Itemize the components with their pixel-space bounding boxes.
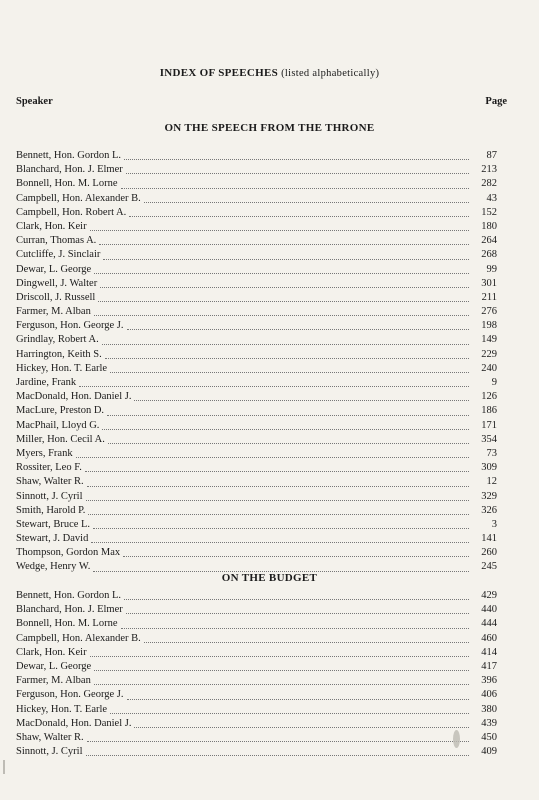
page-number: 180 bbox=[481, 220, 497, 232]
page-number: 417 bbox=[481, 660, 497, 672]
speaker-name: Campbell, Hon. Alexander B. bbox=[16, 632, 141, 644]
page-number: 211 bbox=[481, 291, 497, 303]
page-number: 245 bbox=[481, 561, 497, 573]
page-number: 264 bbox=[481, 235, 497, 247]
dot-leader bbox=[110, 712, 469, 714]
section-heading-throne: ON THE SPEECH FROM THE THRONE bbox=[164, 122, 375, 134]
page-number: 186 bbox=[481, 405, 497, 417]
list-item bbox=[16, 248, 497, 262]
section-heading-budget: ON THE BUDGET bbox=[221, 572, 318, 584]
page-number: 326 bbox=[481, 504, 497, 516]
list-item bbox=[16, 376, 497, 390]
speech-list-throne bbox=[16, 149, 497, 575]
page-number: 268 bbox=[481, 249, 497, 261]
speaker-name: Farmer, M. Alban bbox=[16, 675, 91, 687]
speaker-name: MacDonald, Hon. Daniel J. bbox=[16, 391, 132, 403]
page-number: 282 bbox=[481, 178, 497, 190]
speaker-name: Bonnell, Hon. M. Lorne bbox=[16, 618, 118, 630]
page-number: 87 bbox=[486, 150, 497, 161]
list-item bbox=[16, 603, 497, 617]
dot-leader bbox=[134, 726, 469, 728]
page-number: 73 bbox=[486, 447, 497, 459]
speaker-name: Hickey, Hon. T. Earle bbox=[16, 703, 108, 715]
speaker-name: Stewart, J. David bbox=[16, 533, 89, 545]
list-item bbox=[16, 632, 497, 646]
speaker-name: Dewar, L. George bbox=[16, 660, 92, 672]
dot-leader bbox=[134, 399, 469, 401]
dot-leader bbox=[76, 456, 469, 458]
page-number: 329 bbox=[481, 490, 497, 502]
dot-leader bbox=[87, 485, 469, 487]
dot-leader bbox=[123, 555, 469, 557]
column-header-page: Page bbox=[485, 96, 507, 107]
dot-leader bbox=[126, 172, 469, 174]
page-title-main: INDEX OF SPEECHES bbox=[159, 67, 279, 79]
column-header-speaker: Speaker bbox=[16, 96, 53, 107]
speaker-name: Bennett, Hon. Gordon L. bbox=[16, 150, 121, 161]
speaker-name: Farmer, M. Alban bbox=[16, 306, 91, 318]
list-item bbox=[16, 177, 497, 191]
dot-leader bbox=[121, 187, 470, 189]
list-item bbox=[16, 745, 497, 759]
speaker-name: Shaw, Walter R. bbox=[16, 731, 84, 743]
list-item bbox=[16, 333, 497, 347]
list-item bbox=[16, 348, 497, 362]
dot-leader bbox=[144, 201, 469, 203]
page-number: 152 bbox=[481, 206, 497, 218]
list-item bbox=[16, 277, 497, 291]
list-item bbox=[16, 305, 497, 319]
page-number: 141 bbox=[481, 533, 497, 545]
page-number: 429 bbox=[481, 590, 497, 601]
list-item bbox=[16, 703, 497, 717]
speaker-name: Shaw, Walter R. bbox=[16, 476, 84, 488]
speaker-name: Sinnott, J. Cyril bbox=[16, 490, 83, 502]
list-item bbox=[16, 660, 497, 674]
list-item bbox=[16, 674, 497, 688]
page-number: 301 bbox=[481, 277, 497, 289]
speaker-name: MacPhail, Lloyd G. bbox=[16, 419, 100, 431]
page-number: 149 bbox=[481, 334, 497, 346]
list-item bbox=[16, 717, 497, 731]
list-item bbox=[16, 192, 497, 206]
dot-leader bbox=[144, 641, 469, 643]
dot-leader bbox=[85, 470, 469, 472]
dot-leader bbox=[88, 513, 469, 515]
speaker-name: Clark, Hon. Keir bbox=[16, 220, 87, 232]
page-number: 450 bbox=[481, 731, 497, 743]
speaker-name: Blanchard, Hon. J. Elmer bbox=[16, 604, 123, 616]
list-item bbox=[16, 263, 497, 277]
dot-leader bbox=[103, 258, 469, 260]
list-item bbox=[16, 646, 497, 660]
list-item bbox=[16, 688, 497, 702]
dot-leader bbox=[129, 215, 469, 217]
speaker-name: MacLure, Preston D. bbox=[16, 405, 105, 417]
speech-list-budget bbox=[16, 589, 497, 759]
speaker-name: Dingwell, J. Walter bbox=[16, 277, 98, 289]
list-item bbox=[16, 461, 497, 475]
scan-speck bbox=[3, 760, 5, 774]
list-item bbox=[16, 149, 497, 163]
list-item bbox=[16, 220, 497, 234]
speaker-name: Smith, Harold P. bbox=[16, 504, 86, 516]
speaker-name: Ferguson, Hon. George J. bbox=[16, 689, 124, 701]
speaker-name: MacDonald, Hon. Daniel J. bbox=[16, 717, 132, 729]
list-item bbox=[16, 163, 497, 177]
speaker-name: Bonnell, Hon. M. Lorne bbox=[16, 178, 118, 190]
speaker-name: Hickey, Hon. T. Earle bbox=[16, 362, 108, 374]
dot-leader bbox=[127, 698, 469, 700]
list-item bbox=[16, 475, 497, 489]
dot-leader bbox=[108, 442, 469, 444]
page-title-subtitle: (listed alphabetically) bbox=[281, 68, 380, 79]
dot-leader bbox=[90, 229, 469, 231]
dot-leader bbox=[124, 598, 469, 600]
dot-leader bbox=[94, 683, 469, 685]
page-number: 380 bbox=[481, 703, 497, 715]
page-number: 171 bbox=[481, 419, 497, 431]
speaker-name: Grindlay, Robert A. bbox=[16, 334, 99, 346]
page-number: 460 bbox=[481, 632, 497, 644]
speaker-name: Harrington, Keith S. bbox=[16, 348, 102, 360]
dot-leader bbox=[91, 541, 469, 543]
list-item bbox=[16, 291, 497, 305]
page-title bbox=[0, 67, 539, 79]
speaker-name: Curran, Thomas A. bbox=[16, 235, 97, 247]
dot-leader bbox=[94, 669, 469, 671]
dot-leader bbox=[126, 612, 469, 614]
dot-leader bbox=[98, 300, 469, 302]
speaker-name: Rossiter, Leo F. bbox=[16, 462, 82, 474]
dot-leader bbox=[90, 655, 469, 657]
dot-leader bbox=[86, 754, 469, 756]
list-item bbox=[16, 404, 497, 418]
speaker-name: Jardine, Frank bbox=[16, 377, 77, 388]
dot-leader bbox=[127, 328, 469, 330]
speaker-name: Ferguson, Hon. George J. bbox=[16, 320, 124, 332]
page-number: 9 bbox=[491, 377, 497, 388]
dot-leader bbox=[86, 499, 469, 501]
list-item bbox=[16, 504, 497, 518]
dot-leader bbox=[93, 527, 469, 529]
dot-leader bbox=[102, 343, 469, 345]
list-item bbox=[16, 206, 497, 220]
page-number: 126 bbox=[481, 391, 497, 403]
list-item bbox=[16, 731, 497, 745]
page-number: 260 bbox=[481, 547, 497, 559]
speaker-name: Wedge, Henry W. bbox=[16, 561, 91, 573]
list-item bbox=[16, 419, 497, 433]
speaker-name: Myers, Frank bbox=[16, 447, 73, 459]
dot-leader bbox=[79, 385, 469, 387]
page-number: 12 bbox=[486, 476, 497, 488]
ink-smudge bbox=[453, 730, 460, 748]
dot-leader bbox=[110, 371, 469, 373]
page-number: 414 bbox=[481, 646, 497, 658]
speaker-name: Campbell, Hon. Robert A. bbox=[16, 206, 127, 218]
page-number: 409 bbox=[481, 746, 497, 758]
dot-leader bbox=[124, 158, 469, 160]
list-item bbox=[16, 362, 497, 376]
list-item bbox=[16, 433, 497, 447]
speaker-name: Dewar, L. George bbox=[16, 263, 92, 275]
page-number: 444 bbox=[481, 618, 497, 630]
page-number: 240 bbox=[481, 362, 497, 374]
list-item bbox=[16, 390, 497, 404]
page-number: 354 bbox=[481, 433, 497, 445]
speaker-name: Miller, Hon. Cecil A. bbox=[16, 433, 105, 445]
speaker-name: Clark, Hon. Keir bbox=[16, 646, 87, 658]
list-item bbox=[16, 319, 497, 333]
page-number: 213 bbox=[481, 164, 497, 176]
page-number: 440 bbox=[481, 604, 497, 616]
list-item bbox=[16, 518, 497, 532]
speaker-name: Campbell, Hon. Alexander B. bbox=[16, 192, 141, 204]
page-number: 439 bbox=[481, 717, 497, 729]
page-number: 99 bbox=[486, 263, 497, 275]
dot-leader bbox=[107, 414, 469, 416]
page-number: 229 bbox=[481, 348, 497, 360]
dot-leader bbox=[100, 286, 469, 288]
dot-leader bbox=[102, 428, 469, 430]
speaker-name: Bennett, Hon. Gordon L. bbox=[16, 590, 121, 601]
dot-leader bbox=[99, 243, 469, 245]
dot-leader bbox=[94, 272, 469, 274]
speaker-name: Sinnott, J. Cyril bbox=[16, 746, 83, 758]
list-item bbox=[16, 490, 497, 504]
speaker-name: Cutcliffe, J. Sinclair bbox=[16, 249, 101, 261]
page-number: 309 bbox=[481, 462, 497, 474]
dot-leader bbox=[87, 740, 469, 742]
list-item bbox=[16, 617, 497, 631]
page-number: 406 bbox=[481, 689, 497, 701]
speaker-name: Stewart, Bruce L. bbox=[16, 518, 91, 530]
speaker-name: Thompson, Gordon Max bbox=[16, 547, 121, 559]
list-item bbox=[16, 447, 497, 461]
dot-leader bbox=[105, 357, 469, 359]
speaker-name: Driscoll, J. Russell bbox=[16, 291, 96, 303]
list-item bbox=[16, 532, 497, 546]
page-number: 3 bbox=[491, 518, 497, 530]
page-number: 43 bbox=[486, 192, 497, 204]
page-number: 198 bbox=[481, 320, 497, 332]
speaker-name: Blanchard, Hon. J. Elmer bbox=[16, 164, 123, 176]
dot-leader bbox=[94, 314, 469, 316]
list-item bbox=[16, 234, 497, 248]
page-number: 396 bbox=[481, 675, 497, 687]
list-item bbox=[16, 589, 497, 603]
page-number: 276 bbox=[481, 306, 497, 318]
list-item bbox=[16, 546, 497, 560]
dot-leader bbox=[121, 627, 470, 629]
